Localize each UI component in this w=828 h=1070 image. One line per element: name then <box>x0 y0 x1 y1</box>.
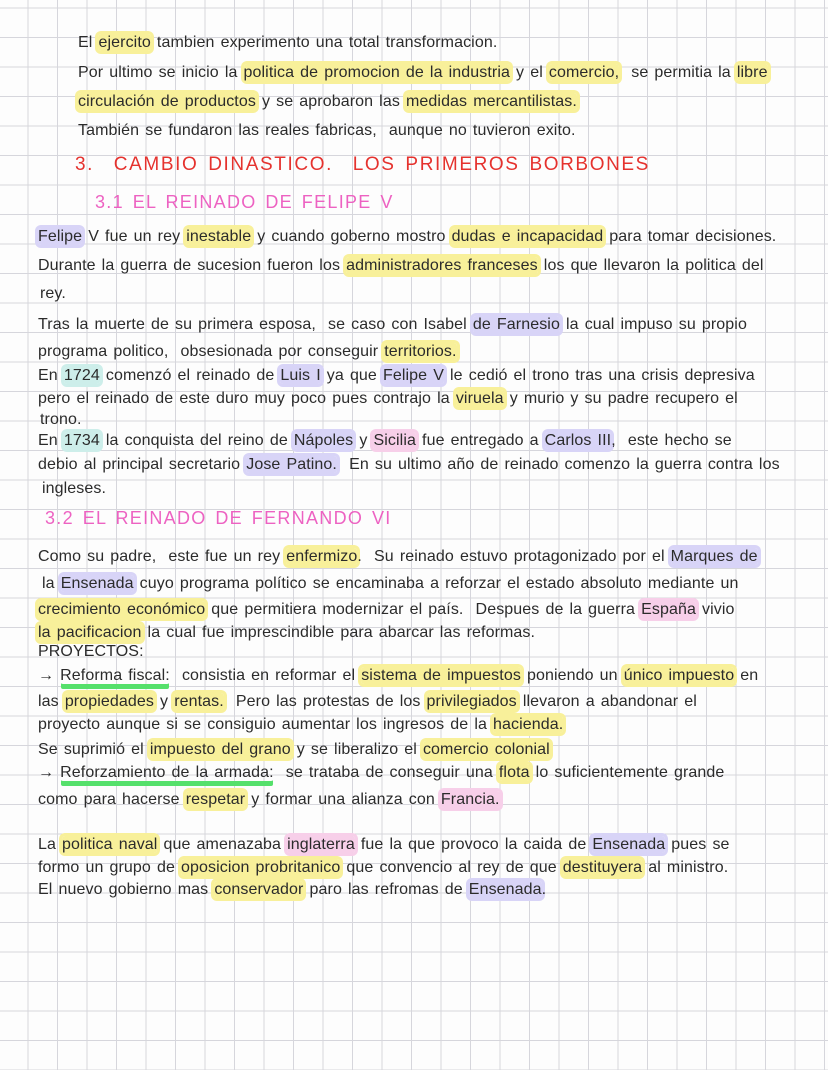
note-line <box>38 714 563 736</box>
text-segment: lo suficientemente grande <box>529 764 725 781</box>
yellow-highlighted-text: libre <box>736 64 768 81</box>
lavender-highlighted-text: Ensenada <box>60 575 134 592</box>
text-segment: Pero las protestas de los <box>223 693 427 710</box>
yellow-highlighted-text: la pacificacion <box>38 624 142 641</box>
text-segment: 3.1 EL REINADO DE FELIPE V <box>95 192 394 212</box>
yellow-highlighted-text: circulación de productos <box>78 93 256 110</box>
lavender-highlighted-text: Ensenada <box>592 836 666 853</box>
note-line <box>38 430 732 452</box>
note-line <box>38 789 500 811</box>
text-segment: se trataba de conseguir una <box>273 764 499 781</box>
lavender-highlighted-text: Felipe V <box>382 367 444 384</box>
note-line <box>38 546 758 568</box>
text-segment: pero el reinado de este duro muy poco pues contrajo la <box>38 390 456 407</box>
lavender-highlighted-text: de Farnesio <box>472 316 560 333</box>
text-segment: paro las refromas de <box>303 881 469 898</box>
text-segment: cuyo programa político se encaminaba a reforzar el estado absoluto mediante un <box>133 575 739 592</box>
yellow-highlighted-text: dudas e incapacidad <box>451 228 604 245</box>
yellow-highlighted-text: destituyera <box>562 859 643 876</box>
text-segment: la conquista del reino de <box>99 432 294 449</box>
text-segment: PROYECTOS: <box>38 643 144 660</box>
note-line <box>40 409 82 431</box>
text-segment: y se liberalizo el <box>290 741 423 758</box>
text-segment: El <box>78 34 99 51</box>
note-line <box>78 91 577 113</box>
text-segment: 3. CAMBIO DINASTICO. LOS PRIMEROS BORBONES <box>75 154 650 175</box>
cyan-highlighted-text: 1734 <box>63 432 100 449</box>
text-segment: como para hacerse <box>38 791 186 808</box>
note-line <box>78 62 768 84</box>
yellow-highlighted-text: flota <box>498 764 530 781</box>
text-segment: la <box>42 575 61 592</box>
text-segment: fue entregado a <box>415 432 545 449</box>
text-segment: ingleses. <box>42 480 107 497</box>
note-line <box>38 834 730 856</box>
note-line <box>38 739 550 761</box>
text-segment: Como su padre, este fue un rey <box>38 548 287 565</box>
yellow-highlighted-text: inestable <box>186 228 252 245</box>
note-line <box>38 857 728 879</box>
lavender-highlighted-text: Ensenada <box>468 881 542 898</box>
green-underlined-text: Reforzamiento de la armada: <box>60 764 274 781</box>
text-segment: → <box>38 764 61 781</box>
note-line <box>38 641 144 663</box>
lavender-highlighted-text: Jose Patino. <box>246 456 337 473</box>
yellow-highlighted-text: hacienda. <box>493 716 564 733</box>
text-segment: comenzó el reinado de <box>99 367 281 384</box>
yellow-highlighted-text: administradores franceses <box>346 257 538 274</box>
text-segment: Tras la muerte de su primera esposa, se caso con Isabel <box>38 316 473 333</box>
note-line <box>38 879 546 901</box>
text-segment: . <box>541 881 547 898</box>
note-line <box>38 388 738 410</box>
lavender-highlighted-text: Carlos III <box>544 432 612 449</box>
yellow-highlighted-text: comercio colonial <box>422 741 550 758</box>
text-segment: rey. <box>40 285 66 302</box>
text-segment: poniendo un <box>520 667 624 684</box>
text-segment: y formar una alianza con <box>245 791 441 808</box>
text-segment: trono. <box>40 411 82 428</box>
note-line <box>38 454 780 476</box>
yellow-highlighted-text: medidas mercantilistas. <box>405 93 577 110</box>
section-heading <box>45 507 392 529</box>
text-segment: al ministro. <box>642 859 729 876</box>
note-line <box>38 314 747 336</box>
note-line <box>42 478 106 500</box>
note-line <box>40 283 66 305</box>
text-segment: tambien experimento una total transformacion. <box>150 34 498 51</box>
yellow-highlighted-text: respetar <box>185 791 246 808</box>
yellow-highlighted-text: único impuesto <box>623 667 735 684</box>
text-segment: Se suprimió el <box>38 741 150 758</box>
text-segment: pues se <box>665 836 730 853</box>
note-line <box>38 255 764 277</box>
yellow-highlighted-text: enfermizo <box>286 548 358 565</box>
text-segment: El nuevo gobierno mas <box>38 881 215 898</box>
pink-highlighted-text: Sicilia <box>373 432 416 449</box>
note-line <box>38 365 755 387</box>
text-segment: se permitia la <box>619 64 737 81</box>
text-segment: Durante la guerra de sucesion fueron los <box>38 257 347 274</box>
note-line <box>38 762 724 784</box>
text-segment: que permitiera modernizar el país. Despues de la guerra <box>205 601 642 618</box>
green-underlined-text: Reforma fiscal: <box>60 667 170 684</box>
yellow-highlighted-text: politica de promocion de la industria <box>243 64 510 81</box>
yellow-highlighted-text: rentas. <box>174 693 224 710</box>
note-line <box>38 665 758 687</box>
text-segment: V fue un rey <box>82 228 187 245</box>
text-segment: las <box>38 693 65 710</box>
text-segment: programa politico, obsesionada por conseguir <box>38 343 385 360</box>
note-line <box>38 226 776 248</box>
text-segment: vivio <box>695 601 735 618</box>
text-segment: y se aprobaron las <box>255 93 406 110</box>
text-segment: También se fundaron las reales fabricas, aunque no tuvieron exito. <box>78 122 576 139</box>
text-segment: . Su reinado estuvo protagonizado por el <box>357 548 671 565</box>
yellow-highlighted-text: conservador <box>214 881 304 898</box>
text-segment: La <box>38 836 63 853</box>
cyan-highlighted-text: 1724 <box>63 367 100 384</box>
text-segment: , este hecho se <box>611 432 732 449</box>
note-line <box>38 691 697 713</box>
yellow-highlighted-text: comercio, <box>548 64 620 81</box>
text-segment: llevaron a abandonar el <box>516 693 697 710</box>
text-segment: formo un grupo de <box>38 859 181 876</box>
lavender-highlighted-text: Marques de <box>670 548 758 565</box>
note-line <box>78 120 576 142</box>
text-segment: 3.2 EL REINADO DE FERNANDO VI <box>45 508 392 528</box>
yellow-highlighted-text: territorios. <box>384 343 457 360</box>
note-line <box>42 573 739 595</box>
text-segment: la cual impuso su propio <box>559 316 747 333</box>
text-segment: Por ultimo se inicio la <box>78 64 244 81</box>
section-heading <box>95 191 394 213</box>
text-segment: y cuando goberno mostro <box>251 228 452 245</box>
text-segment: en <box>734 667 759 684</box>
lavender-highlighted-text: Nápoles <box>293 432 354 449</box>
note-line <box>38 599 735 621</box>
lavender-highlighted-text: Felipe <box>38 228 83 245</box>
text-segment: En <box>38 367 64 384</box>
yellow-highlighted-text: sistema de impuestos <box>361 667 521 684</box>
text-segment: y murio y su padre recupero el <box>503 390 738 407</box>
text-segment: En <box>38 432 64 449</box>
text-segment: consistia en reformar el <box>169 667 362 684</box>
text-segment: y <box>153 693 175 710</box>
note-line <box>78 32 497 54</box>
note-line <box>38 341 457 363</box>
text-segment: debio al principal secretario <box>38 456 247 473</box>
yellow-highlighted-text: impuesto del grano <box>149 741 291 758</box>
yellow-highlighted-text: crecimiento económico <box>38 601 206 618</box>
text-segment: fue la que provoco la caida de <box>354 836 593 853</box>
text-segment: para tomar decisiones. <box>603 228 777 245</box>
yellow-highlighted-text: oposicion probritanico <box>181 859 341 876</box>
text-segment: y el <box>510 64 549 81</box>
yellow-highlighted-text: propiedades <box>64 693 154 710</box>
text-segment: y <box>353 432 374 449</box>
pink-highlighted-text: Francia. <box>440 791 500 808</box>
pink-highlighted-text: España <box>641 601 696 618</box>
text-segment: que convencio al rey de que <box>340 859 563 876</box>
text-segment: ya que <box>320 367 383 384</box>
text-segment: le cedió el trono tras una crisis depresiva <box>443 367 755 384</box>
yellow-highlighted-text: ejercito <box>98 34 151 51</box>
section-heading <box>75 154 650 176</box>
yellow-highlighted-text: politica naval <box>62 836 158 853</box>
pink-highlighted-text: inglaterra <box>287 836 355 853</box>
text-segment: los que llevaron la politica del <box>537 257 764 274</box>
text-segment: → <box>38 667 61 684</box>
text-segment: proyecto aunque si se consiguio aumentar los ingresos de la <box>38 716 494 733</box>
yellow-highlighted-text: privilegiados <box>426 693 517 710</box>
text-segment: la cual fue imprescindible para abarcar las reformas. <box>141 624 536 641</box>
lavender-highlighted-text: Luis I <box>280 367 321 384</box>
text-segment: En su ultimo año de reinado comenzo la guerra contra los <box>336 456 780 473</box>
yellow-highlighted-text: viruela <box>455 390 504 407</box>
text-segment: que amenazaba <box>157 836 288 853</box>
